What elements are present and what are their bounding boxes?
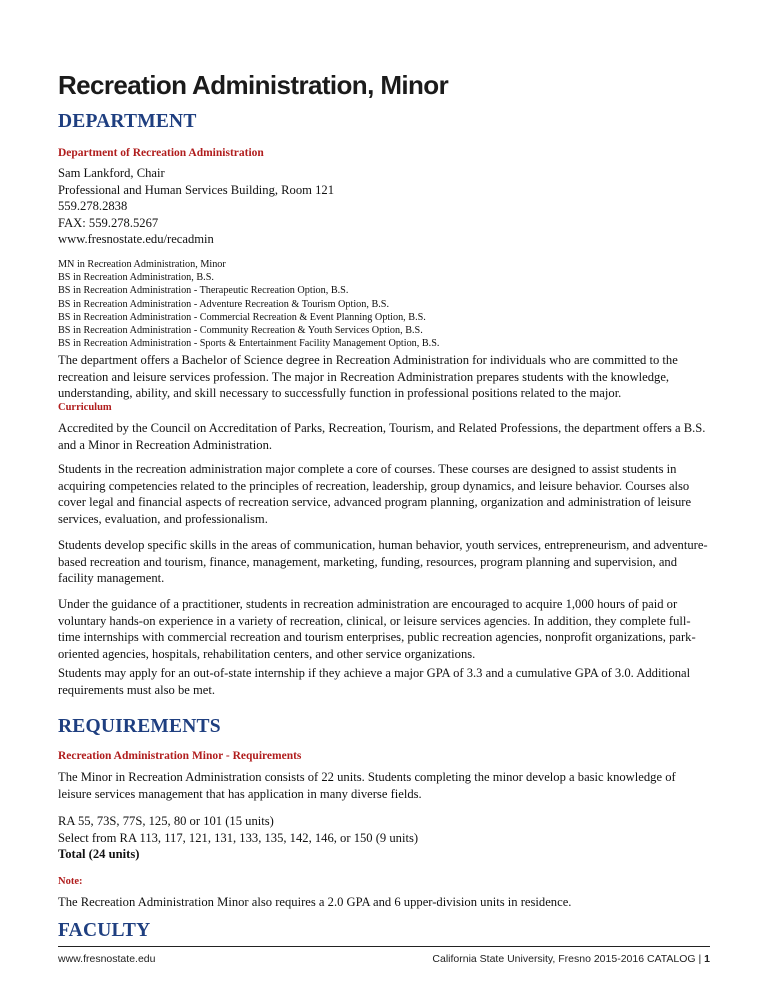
website-link[interactable]: www.fresnostate.edu/recadmin <box>58 232 214 246</box>
curriculum-paragraph: Students in the recreation administration major complete a core of courses. These courses are designed to assist students in acquiring competencies related to the principles of recreation, leadership, group dynamics, and leisure behavior. Courses also cover legal and financial aspects of recreation service, advanced program planning, organization and administration of leisure services, evaluation, and professionalism. <box>58 462 692 526</box>
page-title: Recreation Administration, Minor <box>58 70 449 100</box>
chair-line: Sam Lankford, Chair <box>58 166 165 180</box>
footer-catalog-info <box>432 953 710 965</box>
course-line: Select from RA 113, 117, 121, 131, 133, 135, 142, 146, or 150 (9 units) <box>58 830 419 845</box>
section-heading-requirements: REQUIREMENTS <box>58 716 221 737</box>
phone-line: 559.278.2838 <box>58 199 128 213</box>
department-intro: The department offers a Bachelor of Science degree in Recreation Administration for individuals who are committed to the recreation and leisure services profession. The major in Recreation Administration prepares students with the knowledge, understanding, ability, and skill necessary to successfully function in professional positions related to the major. <box>58 353 678 400</box>
program-item[interactable]: BS in Recreation Administration - Therapeutic Recreation Option, B.S. <box>58 285 349 297</box>
program-list <box>58 258 710 350</box>
curriculum-paragraph: Accredited by the Council on Accreditation of Parks, Recreation, Tourism, and Related Professions, the department offers a B.S. and a Minor in Recreation Administration. <box>58 421 706 452</box>
fax-line: FAX: 559.278.5267 <box>58 215 159 230</box>
program-item[interactable]: BS in Recreation Administration, B.S. <box>58 272 214 284</box>
curriculum-paragraph: Students develop specific skills in the areas of communication, human behavior, youth services, entrepreneurism, and adventure-based recreation and tourism, finance, management, marketing, funding, resources, program planning and supervision, and facility management. <box>58 538 708 585</box>
course-requirements <box>58 813 710 863</box>
section-heading-faculty: FACULTY <box>58 920 151 941</box>
department-name: Department of Recreation Administration <box>58 147 264 159</box>
note-text: The Recreation Administration Minor also requires a 2.0 GPA and 6 upper-division units in residence. <box>58 895 572 909</box>
office-line: Professional and Human Services Building, Room 121 <box>58 182 334 197</box>
footer-divider <box>58 946 710 947</box>
curriculum-heading: Curriculum <box>58 402 112 413</box>
program-item[interactable]: BS in Recreation Administration - Adventure Recreation & Tourism Option, B.S. <box>58 298 390 310</box>
section-heading-department: DEPARTMENT <box>58 111 197 132</box>
program-item[interactable]: MN in Recreation Administration, Minor <box>58 259 226 270</box>
footer-catalog-text: California State University, Fresno 2015-2016 CATALOG | <box>432 953 705 965</box>
program-item[interactable]: BS in Recreation Administration - Community Recreation & Youth Services Option, B.S. <box>58 325 423 337</box>
program-item[interactable]: BS in Recreation Administration - Sports & Entertainment Facility Management Option, B.S. <box>58 338 440 350</box>
footer-website-link[interactable]: www.fresnostate.edu <box>58 953 156 965</box>
page-number: 1 <box>704 953 710 965</box>
course-line: RA 55, 73S, 77S, 125, 80 or 101 (15 units) <box>58 814 274 828</box>
units-total: Total (24 units) <box>58 847 140 861</box>
program-item[interactable]: BS in Recreation Administration - Commercial Recreation & Event Planning Option, B.S. <box>58 311 426 323</box>
requirements-intro: The Minor in Recreation Administration consists of 22 units. Students completing the minor develop a basic knowledge of leisure services management that has application in many diverse fields. <box>58 770 676 801</box>
department-contact <box>58 165 710 248</box>
curriculum-paragraph: Students may apply for an out-of-state internship if they achieve a major GPA of 3.3 and a cumulative GPA of 3.0. Additional requirements must also be met. <box>58 666 691 697</box>
requirements-heading: Recreation Administration Minor - Requirements <box>58 750 302 762</box>
curriculum-paragraph: Under the guidance of a practitioner, students in recreation administration are encouraged to acquire 1,000 hours of paid or voluntary hands-on experience in a variety of recreation, clinical, or leisure services agencies. In addition, they complete full-time internships with commercial recreation and tourism enterprises, public recreation agencies, nonprofit organizations, park-oriented agencies, hospitals, rehabilitation centers, and other service organizations. <box>58 597 696 661</box>
note-heading: Note: <box>58 876 83 887</box>
